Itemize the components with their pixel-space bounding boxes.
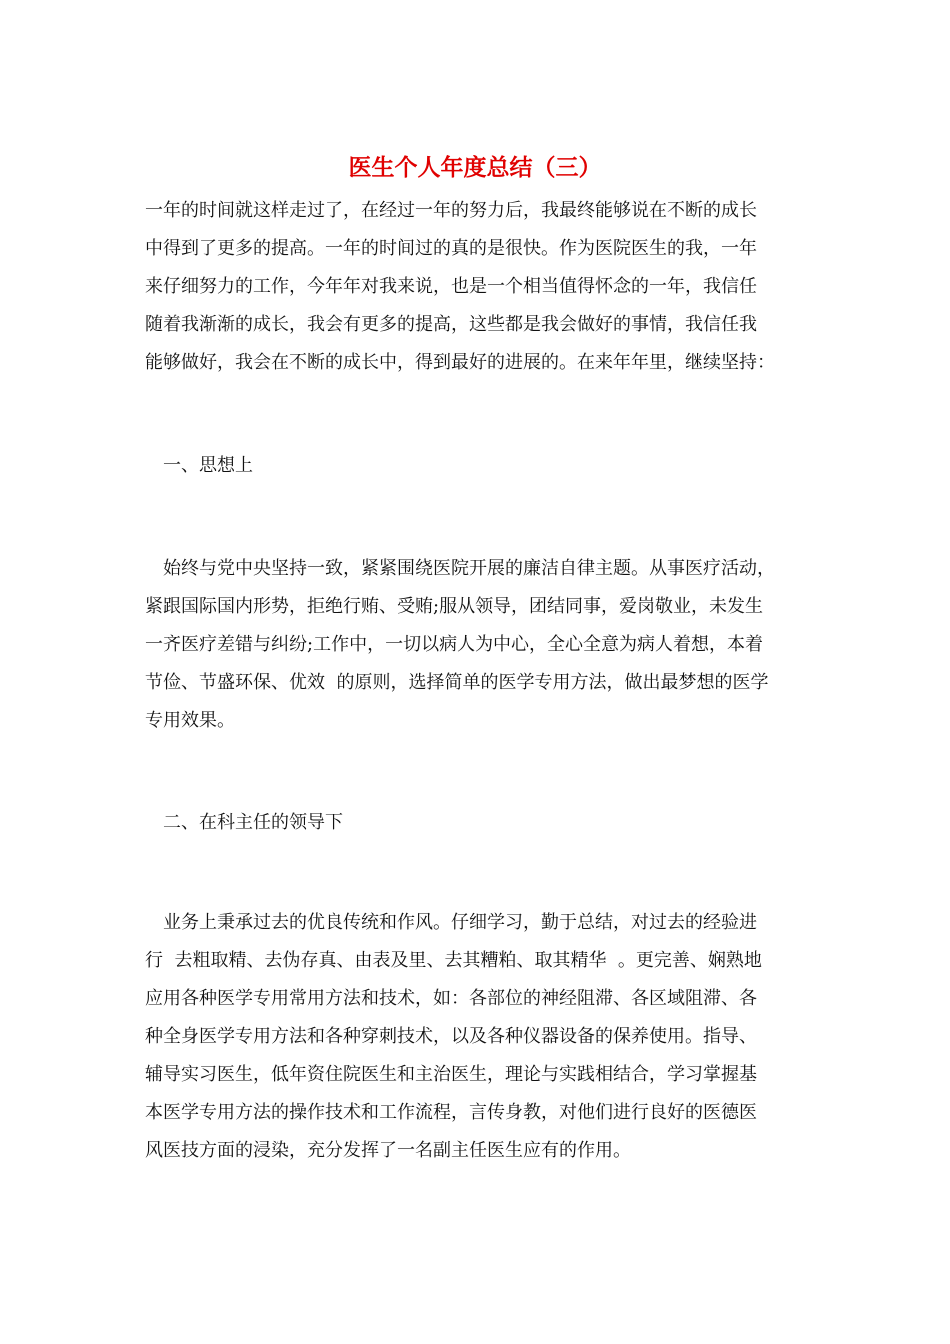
intro-line: 一年的时间就这样走过了，在经过一年的努力后，我最终能够说在不断的成长 <box>145 200 757 221</box>
document-title: 医生个人年度总结（三） <box>348 154 602 181</box>
section2-line: 辅导实习医生，低年资住院医生和主治医生，理论与实践相结合，学习掌握基 <box>145 1064 757 1085</box>
section2-line: 种全身医学专用方法和各种穿刺技术，以及各种仪器设备的保养使用。指导、 <box>145 1026 757 1047</box>
section2-line: 行 去粗取精、去伪存真、由表及里、去其糟粕、取其精华 。更完善、娴熟地 <box>145 950 762 971</box>
intro-line: 能够做好，我会在不断的成长中，得到最好的进展的。在来年年里，继续坚持： <box>145 352 775 373</box>
section2-line: 风医技方面的浸染，充分发挥了一名副主任医生应有的作用。 <box>145 1140 631 1161</box>
section2-line: 应用各种医学专用常用方法和技术，如：各部位的神经阻滞、各区域阻滞、各 <box>145 988 757 1009</box>
section1-line: 紧跟国际国内形势，拒绝行贿、受贿;服从领导，团结同事，爱岗敬业，未发生 <box>145 596 764 617</box>
section2-line: 本医学专用方法的操作技术和工作流程，言传身教，对他们进行良好的医德医 <box>145 1102 757 1123</box>
section2-line: 业务上秉承过去的优良传统和作风。仔细学习，勤于总结，对过去的经验进 <box>145 912 757 933</box>
section1-line: 始终与党中央坚持一致，紧紧围绕医院开展的廉洁自律主题。从事医疗活动， <box>145 558 775 579</box>
intro-line: 随着我渐渐的成长，我会有更多的提高，这些都是我会做好的事情，我信任我 <box>145 314 757 335</box>
section-heading-2: 二、在科主任的领导下 <box>145 812 343 833</box>
intro-line: 中得到了更多的提高。一年的时间过的真的是很快。作为医院医生的我，一年 <box>145 238 757 259</box>
intro-line: 来仔细努力的工作，今年年对我来说，也是一个相当值得怀念的一年，我信任 <box>145 276 757 297</box>
section1-line: 专用效果。 <box>145 710 235 731</box>
section1-line: 一齐医疗差错与纠纷;工作中，一切以病人为中心，全心全意为病人着想，本着 <box>145 634 764 655</box>
section-heading-1: 一、思想上 <box>145 455 253 476</box>
section1-line: 节俭、节盛环保、优效 的原则，选择简单的医学专用方法，做出最梦想的医学 <box>145 672 769 693</box>
